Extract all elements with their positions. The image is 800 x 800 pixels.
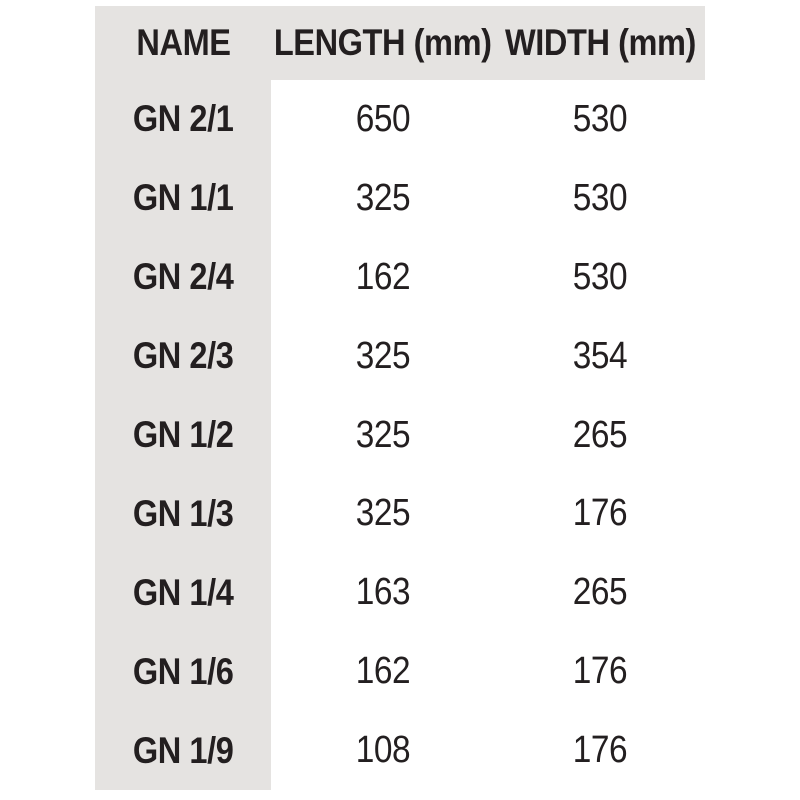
table-header-row <box>95 6 705 80</box>
cell-length <box>271 396 495 475</box>
cell-name <box>95 396 271 475</box>
row-name-label: GN 1/6 <box>132 650 234 692</box>
table-body <box>95 80 705 790</box>
row-length-value: 163 <box>355 571 411 614</box>
row-width-value: 530 <box>572 97 628 140</box>
gn-size-table <box>95 6 705 790</box>
cell-length <box>271 632 495 711</box>
row-width-value: 176 <box>572 492 628 535</box>
row-length-value: 162 <box>355 650 411 693</box>
row-width-value: 530 <box>572 255 628 298</box>
row-width-value: 354 <box>572 334 628 377</box>
cell-length <box>271 474 495 553</box>
header-cell-length <box>271 6 495 80</box>
cell-name <box>95 474 271 553</box>
row-name-label: GN 1/2 <box>132 414 234 455</box>
table-row <box>95 80 705 159</box>
table-row <box>95 632 705 711</box>
cell-length <box>271 711 495 790</box>
cell-name <box>95 553 271 632</box>
cell-length <box>271 159 495 238</box>
header-label-length: LENGTH (mm) <box>274 22 492 63</box>
cell-width <box>495 80 705 159</box>
header-cell-width <box>495 6 705 80</box>
cell-width <box>495 317 705 396</box>
cell-name <box>95 80 271 159</box>
cell-width <box>495 632 705 711</box>
cell-length <box>271 238 495 317</box>
cell-width <box>495 159 705 238</box>
row-name-label: GN 2/1 <box>132 98 234 140</box>
cell-width <box>495 711 705 790</box>
row-length-value: 108 <box>355 729 411 772</box>
row-name-label: GN 1/3 <box>132 492 234 534</box>
row-length-value: 325 <box>355 176 411 219</box>
row-width-value: 176 <box>572 729 628 772</box>
table-row <box>95 474 705 553</box>
cell-name <box>95 317 271 396</box>
cell-width <box>495 396 705 475</box>
row-name-label: GN 1/1 <box>132 177 234 219</box>
row-width-value: 265 <box>572 413 628 456</box>
row-width-value: 176 <box>572 650 628 693</box>
row-width-value: 530 <box>572 176 628 219</box>
row-name-label: GN 1/9 <box>132 729 234 771</box>
row-length-value: 325 <box>355 413 411 456</box>
cell-length <box>271 317 495 396</box>
cell-name <box>95 159 271 238</box>
header-cell-name <box>95 6 271 80</box>
cell-width <box>495 553 705 632</box>
table-row <box>95 317 705 396</box>
row-length-value: 325 <box>355 334 411 377</box>
table-row <box>95 238 705 317</box>
cell-length <box>271 553 495 632</box>
cell-name <box>95 711 271 790</box>
row-name-label: GN 2/4 <box>132 256 234 298</box>
table-row <box>95 711 705 790</box>
row-length-value: 325 <box>355 492 411 535</box>
header-label-name: NAME <box>135 22 231 63</box>
cell-name <box>95 238 271 317</box>
row-length-value: 162 <box>355 255 411 298</box>
row-width-value: 265 <box>572 571 628 614</box>
row-name-label: GN 2/3 <box>132 335 234 377</box>
table-row <box>95 553 705 632</box>
cell-width <box>495 238 705 317</box>
table-row <box>95 159 705 238</box>
cell-length <box>271 80 495 159</box>
row-length-value: 650 <box>355 97 411 140</box>
row-name-label: GN 1/4 <box>132 571 234 613</box>
header-label-width: WIDTH (mm) <box>504 22 696 63</box>
cell-width <box>495 474 705 553</box>
table-row <box>95 396 705 475</box>
cell-name <box>95 632 271 711</box>
